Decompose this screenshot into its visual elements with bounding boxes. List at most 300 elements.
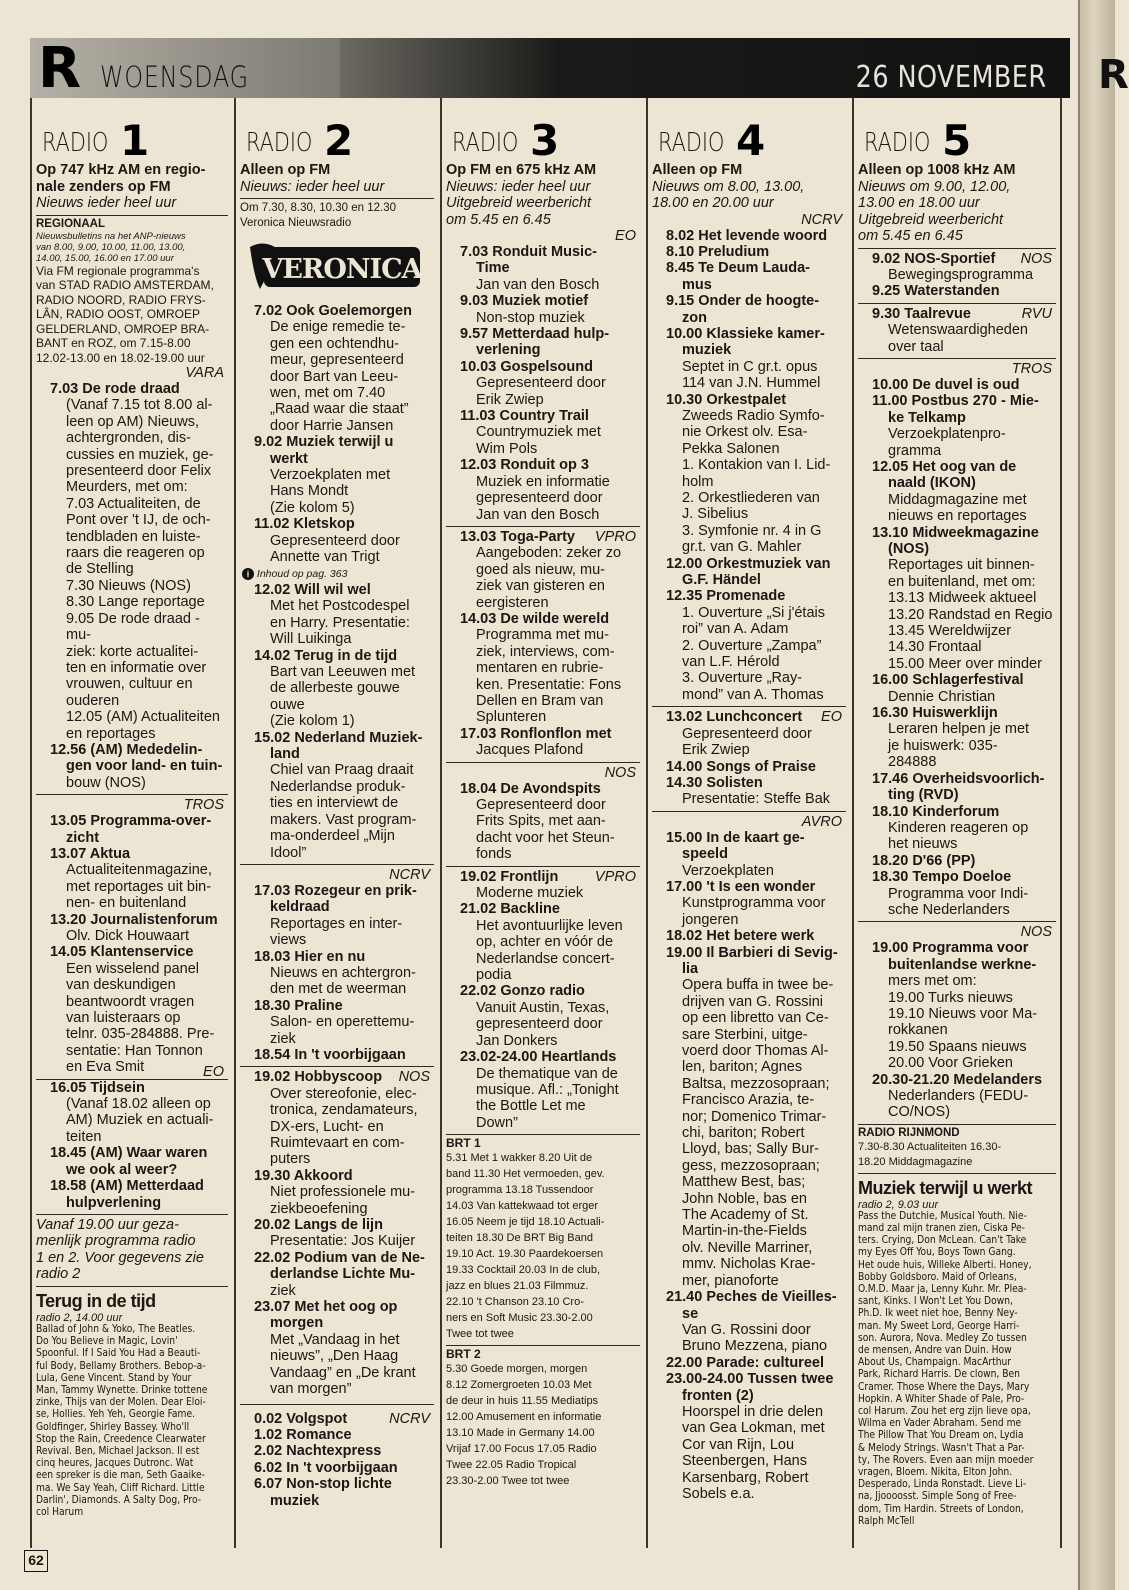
- program-item: [446, 244, 640, 293]
- text-line: ners en Soft Music 23.30-2.00: [446, 1312, 593, 1325]
- program-description-line: Middagmagazine met: [888, 491, 1027, 508]
- column-border-left: [30, 98, 32, 1548]
- text-line: Revival. Ben, Michael Jackson. Il est: [36, 1445, 200, 1457]
- text-line: zinke, Thijs van der Molen. Dear Eloi-: [36, 1397, 206, 1409]
- station-number: 5: [942, 116, 972, 165]
- program-title: 7.02 Ook Goelemorgen: [254, 303, 412, 319]
- program-description-line: ten en informatie over: [66, 659, 207, 676]
- program-description-line: ziek van gisteren en: [476, 578, 605, 595]
- program-item: [858, 869, 1056, 918]
- divider: [446, 1345, 640, 1346]
- program-description-line: gepresenteerd door: [476, 1016, 603, 1033]
- text-line: 8.12 Zomergroeten 10.03 Met: [446, 1379, 592, 1392]
- program-description-line: Nieuws en achtergron-: [270, 964, 416, 981]
- text-line: 16.05 Neem je tijd 18.10 Actuali-: [446, 1216, 605, 1229]
- program-description-line: op een libretto van Ce-: [682, 1010, 829, 1027]
- program-item: [652, 1355, 846, 1371]
- program-description-line: muziek: [682, 342, 732, 359]
- text-line: sant, Kinks. I Won't Let You Down,: [858, 1296, 1013, 1308]
- column-separator: [234, 98, 236, 1548]
- program-description-line: Over stereofonie, elec-: [270, 1085, 417, 1102]
- program-description-line: Presentatie: Jos Kuijer: [270, 1233, 416, 1250]
- program-description-line: 284888: [888, 754, 937, 771]
- program-description-line: Ruimtevaart en com-: [270, 1135, 405, 1151]
- program-description-line: AM) Muziek en actuali-: [66, 1112, 214, 1129]
- program-item: [36, 381, 228, 742]
- program-description-line: zicht: [66, 829, 100, 846]
- program-description-line: ziekbeoefening: [270, 1200, 368, 1217]
- program-description-line: werkt: [270, 450, 308, 467]
- program-description-line: Kunstprogramma voor: [682, 895, 826, 912]
- box-subtitle: radio 2, 9.03 uur: [858, 1198, 939, 1211]
- divider: [858, 1173, 1056, 1174]
- program-description-line: podia: [476, 967, 512, 984]
- program-description-line: Jan van den Bosch: [476, 506, 600, 523]
- program-list: [652, 709, 846, 807]
- program-description-line: 7.03 Actualiteiten, de: [66, 495, 201, 512]
- program-title: 18.58 (AM) Metterdaad: [50, 1178, 204, 1195]
- program-description-line: G.F. Händel: [682, 572, 761, 589]
- program-description-line: het nieuws: [888, 836, 958, 853]
- program-description-line: Gepresenteerd door: [476, 797, 606, 813]
- text-line: mand zal mijn tranen zien, Ciska Pe-: [858, 1223, 1025, 1235]
- column-radio-1: [36, 98, 228, 1548]
- program-description-line: The Academy of St.: [682, 1207, 809, 1224]
- program-description-line: op, achter en vóór de: [476, 934, 614, 951]
- program-description-line: Reportages en inter-: [270, 915, 403, 932]
- text-line: 22.10 't Chanson 23.10 Cro-: [446, 1296, 584, 1309]
- program-description-line: the Bottle Let me: [476, 1098, 586, 1115]
- program-description-line: DX-ers, Lucht- en: [270, 1118, 384, 1135]
- program-title: 9.15 Onder de hoogte-: [666, 293, 820, 310]
- program-description-line: mers met om:: [888, 973, 977, 990]
- program-broadcaster: NOS: [1020, 250, 1052, 267]
- program-description-line: speeld: [682, 846, 728, 863]
- program-title: 18.54 In 't voorbijgaan: [254, 1046, 406, 1063]
- program-description-line: Het avontuurlijke leven: [476, 917, 623, 934]
- text-line: son. Aurora, Nova. Medley Zo tussen: [858, 1332, 1027, 1344]
- rijnmond-title: RADIO RIJNMOND: [858, 1126, 960, 1139]
- program-item: [240, 1460, 434, 1476]
- program-item: [858, 283, 1056, 299]
- program-description-line: Erik Zwiep: [476, 391, 544, 408]
- program-list: [36, 381, 228, 791]
- station-name: RADIO: [452, 128, 519, 158]
- text-line: Ph.D. Ik weet niet hoe, Benny Ney-: [858, 1308, 1018, 1320]
- program-description-line: 1. Kontakion van I. Lid-: [682, 457, 831, 474]
- intro-line: Alleen op FM: [652, 162, 743, 178]
- program-description-line: raars die reageren op: [66, 545, 205, 562]
- program-description-line: we ook al weer?: [66, 1161, 178, 1178]
- text-line: Spoonful. If I Said You Had a Beauti-: [36, 1348, 201, 1360]
- program-description-line: 2. Ouverture „Zampa”: [682, 637, 822, 654]
- program-description-line: verlening: [476, 342, 541, 359]
- program-description-line: Jan van den Bosch: [476, 276, 600, 293]
- program-description-line: en Harry. Presentatie:: [270, 614, 410, 631]
- program-item: [240, 434, 434, 516]
- program-item: [36, 742, 228, 791]
- combined-program-note: [36, 1217, 228, 1283]
- program-title: 12.00 Orkestmuziek van: [666, 555, 831, 572]
- program-description-line: derlandse Lichte Mu-: [270, 1266, 416, 1283]
- program-list: [240, 1069, 434, 1397]
- program-description-line: (Zie kolom 1): [270, 713, 355, 730]
- program-title: 17.00 't Is een wonder: [666, 878, 816, 895]
- program-list: [240, 883, 434, 1063]
- program-title: 22.02 Gonzo radio: [460, 983, 585, 1000]
- program-description-line: 20.00 Voor Grieken: [888, 1055, 1013, 1072]
- program-description-line: presenteerd door Felix: [66, 463, 212, 480]
- program-description-line: door Harrie Jansen: [270, 417, 394, 434]
- station-number: 1: [120, 116, 150, 165]
- text-line: Park, Richard Harris. De clown, Ben: [858, 1369, 1020, 1381]
- program-title: 17.46 Overheidsvoorlich-: [872, 770, 1045, 787]
- text-line: se, Hollies. Yeh Yeh, Georgie Fame.: [36, 1409, 196, 1421]
- program-title: 23.00-24.00 Tussen twee: [666, 1371, 834, 1388]
- program-description-line: Wetenswaardigheden: [888, 322, 1028, 339]
- text-line: Bobby Goldsboro. Maid of Orleans,: [858, 1271, 1017, 1283]
- station-heading: [652, 98, 846, 165]
- program-item: [652, 244, 846, 260]
- regionaal-block: [36, 218, 228, 366]
- broadcaster-label: EO: [821, 709, 842, 726]
- program-description-line: Annette van Trigt: [270, 549, 380, 566]
- program-description-line: Time: [476, 260, 510, 277]
- text-line: Goldfinger, Shirley Bassey. Who'll: [36, 1421, 190, 1433]
- text-line: col Harum: [36, 1506, 84, 1518]
- text-line: Nieuwsbulletins na het ANP-nieuws: [36, 230, 186, 242]
- text-line: Cramer. Those Where the Days, Mary: [858, 1381, 1030, 1393]
- program-description-line: Dennie Christian: [888, 688, 996, 705]
- adjacent-page-edge: [1078, 0, 1129, 1590]
- program-item: [36, 1080, 228, 1146]
- program-item: [36, 912, 228, 945]
- intro-line: nale zenders op FM: [36, 178, 171, 195]
- program-description-line: sentatie: Han Tonnon: [66, 1042, 203, 1059]
- program-title: 18.20 D'66 (PP): [872, 852, 976, 869]
- program-description-line: mer, pianoforte: [682, 1272, 779, 1289]
- program-description-line: Een wisselend panel: [66, 960, 200, 977]
- program-description-line: Chiel van Praag draait: [270, 762, 414, 779]
- program-title: 18.04 De Avondspits: [460, 780, 601, 797]
- broadcaster-label: NCRV: [801, 211, 842, 228]
- program-item: [240, 1168, 434, 1217]
- program-description-line: muziek: [270, 1492, 320, 1509]
- program-description-line: Nederlanders (FEDU-: [888, 1088, 1029, 1104]
- program-list: [858, 940, 1056, 1120]
- program-title: 12.03 Ronduit op 3: [460, 457, 589, 474]
- text-line: GELDERLAND, OMROEP BRA-: [36, 321, 210, 336]
- program-list: [858, 377, 1056, 918]
- text-line: Wilma en Vader Abraham. Send me: [858, 1418, 1022, 1430]
- program-description-line: dacht voor het Steun-: [476, 829, 615, 846]
- program-title: 11.03 Country Trail: [460, 408, 589, 425]
- program-description-line: gen voor land- en tuin-: [66, 758, 223, 775]
- program-title: 21.02 Backline: [460, 901, 560, 918]
- program-description-line: 13.45 Wereldwijzer: [888, 623, 1012, 640]
- text-line: van 8.00, 9.00, 10.00, 11.00, 13.00,: [36, 241, 186, 253]
- text-line: ful Body, Bellamy Brothers. Bebop-a-: [36, 1360, 206, 1372]
- program-description-line: teiten: [66, 1128, 102, 1145]
- program-description-line: Jan Donkers: [476, 1032, 558, 1049]
- program-item: [240, 303, 434, 434]
- intro-line: 18.00 en 20.00 uur: [652, 195, 774, 211]
- program-title: 9.03 Muziek motief: [460, 293, 589, 310]
- program-title: 23.07 Met het oog op: [254, 1299, 398, 1316]
- program-description-line: Cor van Rijn, Lou: [682, 1436, 795, 1453]
- program-description-line: keldraad: [270, 899, 330, 916]
- divider: [446, 866, 640, 867]
- program-description-line: buitenlandse werkne-: [888, 956, 1037, 973]
- text-line: Veronica Nieuwsradio: [240, 217, 352, 229]
- text-line: menlijk programma radio: [36, 1233, 196, 1250]
- program-description-line: J. Sibelius: [682, 506, 749, 523]
- column-separator: [852, 98, 854, 1548]
- program-item: [446, 781, 640, 863]
- text-line: radio 2: [36, 1266, 81, 1283]
- program-description-line: Presentatie: Steffe Bak: [682, 791, 831, 808]
- program-description-line: Martin-in-the-Fields: [682, 1223, 807, 1240]
- program-description-line: mond” van A. Thomas: [682, 686, 824, 703]
- intro-line: Alleen op 1008 kHz AM: [858, 162, 1016, 178]
- station-name: RADIO: [658, 128, 725, 158]
- program-description-line: Olv. Dick Houwaart: [66, 928, 190, 944]
- playlist-text: [858, 1211, 1056, 1528]
- broadcaster-label: VARA: [185, 365, 224, 381]
- program-item: [652, 293, 846, 326]
- program-description-line: tendbladen en luiste-: [66, 528, 201, 545]
- intro-line: 13.00 en 18.00 uur: [858, 195, 980, 211]
- program-title: 10.00 Klassieke kamer-: [666, 325, 825, 342]
- program-description-line: Met „Vandaag in het: [270, 1331, 400, 1348]
- program-description-line: Matthew Best, bas;: [682, 1174, 806, 1191]
- veronica-logo-text: VERONICA: [262, 254, 422, 285]
- broadcaster-label: EO: [615, 228, 636, 244]
- brt1-block: [446, 1137, 640, 1342]
- program-description-line: Leraren helpen je met: [888, 721, 1030, 738]
- program-description-line: (Zie kolom 5): [270, 499, 355, 516]
- text-line: 1 en 2. Voor gegevens zie: [36, 1249, 204, 1266]
- program-description-line: ouwe: [270, 696, 305, 713]
- program-item: [652, 228, 846, 244]
- program-description-line: 114 van J.N. Hummel: [682, 375, 821, 392]
- program-description-line: Jacques Plafond: [476, 742, 584, 759]
- rijnmond-text: [858, 1140, 1056, 1170]
- program-description-line: gess, mezzosopraan;: [682, 1157, 820, 1174]
- program-description-line: Septet in C gr.t. opus: [682, 358, 818, 375]
- text-line: col Harum. Zou het erg zijn lieve opa,: [858, 1406, 1031, 1418]
- program-title: 17.03 Ronflonflon met: [460, 725, 612, 742]
- program-item: [652, 588, 846, 703]
- program-description-line: Salon- en operettemu-: [270, 1014, 415, 1031]
- program-description-line: 13.20 Randstad en Regio: [888, 606, 1053, 623]
- program-title: 18.45 (AM) Waar waren: [50, 1145, 208, 1162]
- regionaal-title: REGIONAAL: [36, 217, 105, 230]
- program-description-line: over taal: [888, 338, 944, 355]
- program-description-line: (Vanaf 7.15 tot 8.00 al-: [66, 397, 213, 414]
- brt2-title: BRT 2: [446, 1347, 481, 1362]
- page-header: [30, 36, 1070, 101]
- program-title: 15.00 In de kaart ge-: [666, 829, 805, 846]
- column-radio-3: [446, 98, 640, 1548]
- program-description-line: jongeren: [682, 911, 739, 928]
- program-description-line: Gepresenteerd door: [476, 375, 606, 392]
- text-line: Lula, Gene Vincent. Stand by Your: [36, 1372, 192, 1384]
- text-line: Twee 22.05 Radio Tropical: [446, 1459, 577, 1472]
- text-line: Twee tot twee: [446, 1328, 514, 1341]
- program-description-line: Met het Postcodespel: [270, 598, 410, 615]
- program-title: 13.02 Lunchconcert: [666, 709, 803, 726]
- page-number: 62: [24, 1550, 48, 1572]
- program-description-line: Opera buffa in twee be-: [682, 977, 834, 994]
- program-list: [858, 306, 1056, 355]
- program-description-line: Pont over 't IJ, de och-: [66, 512, 211, 529]
- program-description-line: eergisteren: [476, 594, 549, 611]
- program-description-line: „Raad waar die staat”: [270, 401, 409, 418]
- program-item: [858, 377, 1056, 393]
- program-description-line: (NOS): [888, 541, 930, 557]
- divider: [446, 1134, 640, 1135]
- program-description-line: Idool”: [270, 844, 307, 861]
- program-title: 6.02 In 't voorbijgaan: [254, 1459, 398, 1476]
- program-item: [240, 648, 434, 730]
- program-title: 6.07 Non-stop lichte: [254, 1476, 392, 1493]
- text-line: Do You Believe in Magic, Lovin': [36, 1336, 178, 1348]
- program-description-line: land: [270, 746, 300, 763]
- program-item: [652, 759, 846, 775]
- program-item: [858, 853, 1056, 869]
- program-description-line: 3. Symfonie nr. 4 in G: [682, 522, 822, 539]
- program-description-line: Lloyd, bas; Sally Bur-: [682, 1141, 820, 1158]
- program-title: 9.30 Taalrevue: [872, 305, 971, 322]
- program-item: [652, 879, 846, 928]
- intro-line: Op FM en 675 kHz AM: [446, 162, 597, 178]
- program-description-line: van Gea Lokman, met: [682, 1420, 825, 1437]
- program-item: [858, 705, 1056, 771]
- program-title: 19.30 Akkoord: [254, 1167, 353, 1184]
- column-radio-5: [858, 98, 1056, 1548]
- program-title: 14.00 Songs of Praise: [666, 758, 816, 775]
- program-item: [652, 260, 846, 293]
- program-title: 18.10 Kinderforum: [872, 803, 1000, 820]
- program-item: [446, 901, 640, 983]
- program-description-line: Bruno Mezzena, piano: [682, 1338, 828, 1355]
- program-item: [240, 1250, 434, 1299]
- text-line: teiten 18.30 De BRT Big Band: [446, 1232, 593, 1245]
- broadcaster-label: EO: [203, 1063, 224, 1080]
- program-item: [446, 611, 640, 726]
- program-item: [652, 392, 846, 556]
- program-description-line: Bewegingsprogramma: [888, 266, 1034, 283]
- program-description-line: 19.10 Nieuws voor Ma-: [888, 1005, 1038, 1022]
- text-line: Om 7.30, 8.30, 10.30 en 12.30: [240, 202, 397, 214]
- program-title: 19.00 Programma voor: [872, 940, 1029, 957]
- program-description-line: ziek: [270, 1282, 296, 1299]
- divider: [858, 303, 1056, 304]
- program-description-line: Splunteren: [476, 709, 547, 726]
- program-item: [858, 1072, 1056, 1121]
- intro-line: Op 747 kHz AM en regio-: [36, 162, 206, 178]
- program-title: 11.00 Postbus 270 - Mie-: [872, 393, 1039, 410]
- program-description-line: Vandaag” en „De krant: [270, 1364, 416, 1381]
- text-line: 7.30-8.30 Actualiteiten 16.30-: [858, 1140, 1002, 1153]
- program-description-line: John Noble, bas en: [682, 1190, 807, 1207]
- program-item: [858, 804, 1056, 853]
- program-title: 18.02 Het betere werk: [666, 928, 815, 945]
- program-item: [36, 846, 228, 912]
- program-description-line: gen een ochtendhu-: [270, 335, 399, 352]
- text-line: & Melody Strings. Wasn't That a Par-: [858, 1442, 1025, 1454]
- program-description-line: met reportages uit bin-: [66, 878, 212, 895]
- program-description-line: telnr. 035-284888. Pre-: [66, 1026, 215, 1043]
- divider: [36, 1286, 228, 1287]
- text-line: een spreker is die man, Seth Gaaike-: [36, 1470, 205, 1482]
- divider: [858, 1124, 1056, 1125]
- station-intro: [446, 162, 640, 228]
- program-title: 14.03 De wilde wereld: [460, 610, 610, 627]
- text-line: O.M.D. Maar ja, Lenny Kuhr. Mr. Plea-: [858, 1284, 1027, 1296]
- program-description-line: meur, gepresenteerd: [270, 352, 404, 369]
- program-description-line: Meurders, met om:: [66, 479, 188, 496]
- program-description-line: 13.13 Midweek aktueel: [888, 590, 1037, 607]
- program-description-line: views: [270, 932, 307, 949]
- text-line: Via FM regionale programma's: [36, 263, 200, 278]
- divider: [446, 526, 640, 527]
- intro-line: Uitgebreid weerbericht: [858, 211, 1004, 228]
- program-description-line: Frits Spits, met aan-: [476, 813, 606, 830]
- brt2-block: [446, 1348, 640, 1489]
- program-item: [858, 306, 1056, 355]
- program-description-line: Karsenbarg, Robert: [682, 1469, 809, 1486]
- text-line: Ralph McTell: [858, 1515, 915, 1527]
- intro-line: Nieuws om 8.00, 13.00,: [652, 178, 805, 195]
- text-line: vragen, Bloem. Nikita, Elton John.: [858, 1467, 1013, 1479]
- program-description-line: Baltsa, mezzosopraan;: [682, 1075, 830, 1092]
- program-description-line: vrouwen, cultuur en: [66, 676, 193, 693]
- program-description-line: 12.05 (AM) Actualiteiten: [66, 709, 220, 726]
- program-title: 13.20 Journalistenforum: [50, 911, 218, 928]
- program-description-line: Erik Zwiep: [682, 742, 750, 759]
- program-description-line: Nederlandse produk-: [270, 778, 406, 795]
- program-title: 23.02-24.00 Heartlands: [460, 1049, 617, 1066]
- program-title: 11.02 Kletskop: [254, 516, 355, 533]
- program-description-line: Dellen en Bram van: [476, 692, 604, 709]
- broadcaster-label: TROS: [183, 797, 224, 814]
- program-description-line: Muziek en informatie: [476, 473, 610, 490]
- program-description-line: goed als nieuw, mu-: [476, 561, 605, 578]
- inhoud-text: Inhoud op pag. 363: [256, 567, 348, 580]
- inhoud-note: [240, 566, 434, 583]
- program-title: 12.35 Promenade: [666, 588, 786, 605]
- program-title: 12.56 (AM) Mededelin-: [50, 741, 203, 758]
- program-description-line: nor; Domenico Trimar-: [682, 1108, 827, 1125]
- program-description-line: ting (RVD): [888, 787, 959, 804]
- program-description-line: makers. Vast program-: [270, 811, 417, 828]
- program-title: 20.30-21.20 Medelanders: [872, 1071, 1043, 1088]
- program-description-line: ziek: korte actualitei-: [66, 643, 199, 660]
- program-title: 19.02 Hobbyscoop: [254, 1069, 383, 1086]
- program-item: [858, 940, 1056, 1071]
- intro-line: Nieuws: ieder heel uur: [446, 178, 591, 195]
- station-intro: [36, 162, 228, 212]
- text-line: 12.00 Amusement en informatie: [446, 1411, 602, 1424]
- program-item: [240, 516, 434, 565]
- program-title: 14.05 Klantenservice: [50, 944, 194, 961]
- program-description-line: Down”: [476, 1114, 518, 1131]
- program-item: [240, 730, 434, 861]
- program-description-line: van L.F. Hérold: [682, 654, 780, 671]
- program-item: [240, 1217, 434, 1250]
